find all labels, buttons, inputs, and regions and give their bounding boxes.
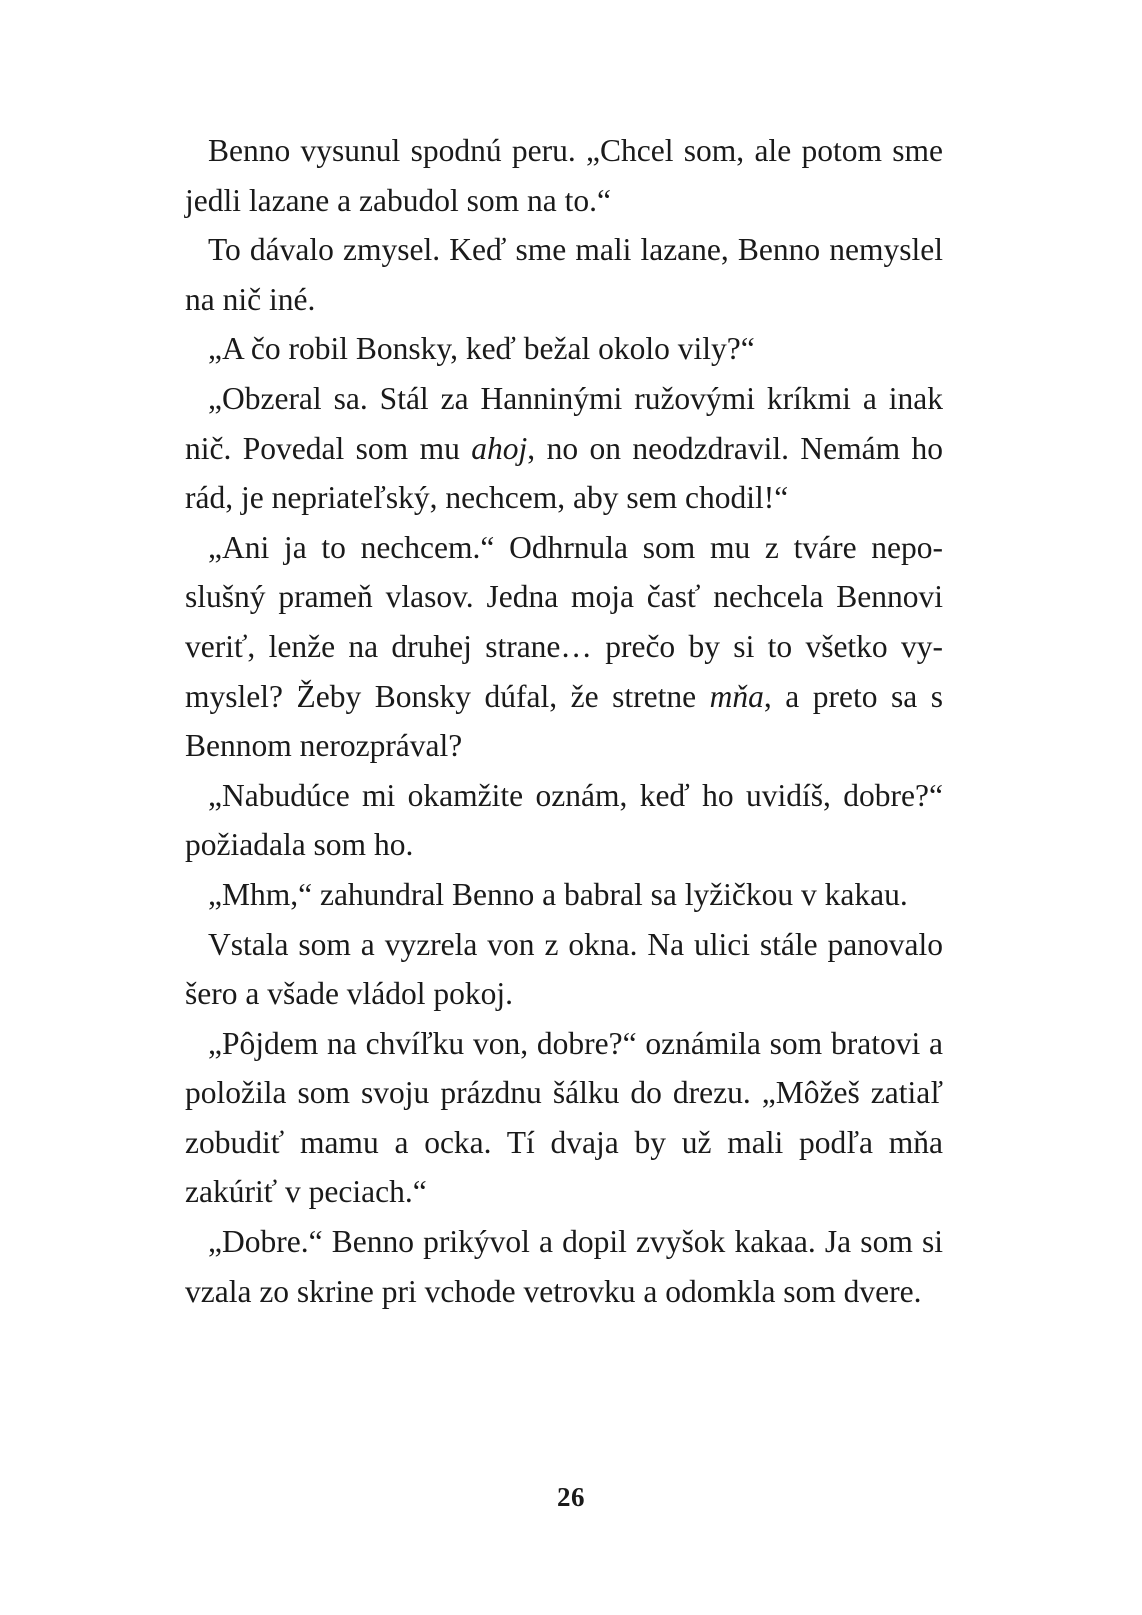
text-run: Vstala som a vyzrela von z okna. Na ulici stále panovalo šero a všade vládol pokoj. (185, 926, 943, 1012)
page-number: 26 (557, 1482, 585, 1512)
text-run: To dávalo zmysel. Keď sme mali lazane, Benno nemyslel na nič iné. (185, 232, 943, 317)
text-run: , a preto sa s Bennom nerozprával? (185, 678, 944, 764)
paragraph (185, 126, 943, 225)
text-run: „A čo robil Bonsky, keď bežal okolo vily?“ (208, 331, 755, 367)
paragraph (185, 1019, 943, 1217)
text-run: „Mhm,“ zahundral Benno a babral sa lyžičkou v kakau. (208, 876, 908, 912)
text-run: , no on neodzdravil. Nemám ho rád, je nepriateľský, nechcem, aby sem chodil!“ (185, 430, 943, 516)
paragraph (185, 324, 943, 374)
paragraph (185, 920, 943, 1019)
body-text (185, 126, 943, 1316)
paragraph (185, 374, 943, 523)
italic-text-run: ahoj (471, 430, 528, 466)
paragraph (185, 1217, 943, 1316)
paragraph (185, 523, 943, 771)
text-run: „Ani ja to nechcem.“ Odhrnula som mu z tváre neposlušný prameň vlasov. Jedna moja časť nechcela Bennovi veriť, lenže na druhej strane… prečo by si to všetko vymyslel? Žeby Bonsky dúfal, že stretne (185, 529, 943, 714)
italic-text-run: mňa (709, 678, 764, 714)
paragraph (185, 225, 943, 324)
paragraph (185, 870, 943, 920)
text-run: Benno vysunul spodnú peru. „Chcel som, ale potom sme jedli lazane a zabudol som na to.“ (185, 133, 943, 218)
text-run: „Nabudúce mi okamžite oznám, keď ho uvidíš, dobre?“ požiadala som ho. (185, 777, 943, 863)
paragraph (185, 771, 943, 870)
text-run: „Pôjdem na chvíľku von, dobre?“ oznámila som bratovi a položila som svoju prázdnu šálku do drezu. „Môžeš zatiaľ zobudiť mamu a ocka. Tí dvaja by už mali podľa mňa zakúriť v peciach.“ (185, 1025, 943, 1210)
text-run: „Dobre.“ Benno prikývol a dopil zvyšok kakaa. Ja som si vzala zo skrine pri vchode vetrovku a odomkla som dvere. (185, 1224, 943, 1309)
text-run: „Obzeral sa. Stál za Hanninými ružovými kríkmi a inak nič. Povedal som mu (185, 380, 943, 466)
